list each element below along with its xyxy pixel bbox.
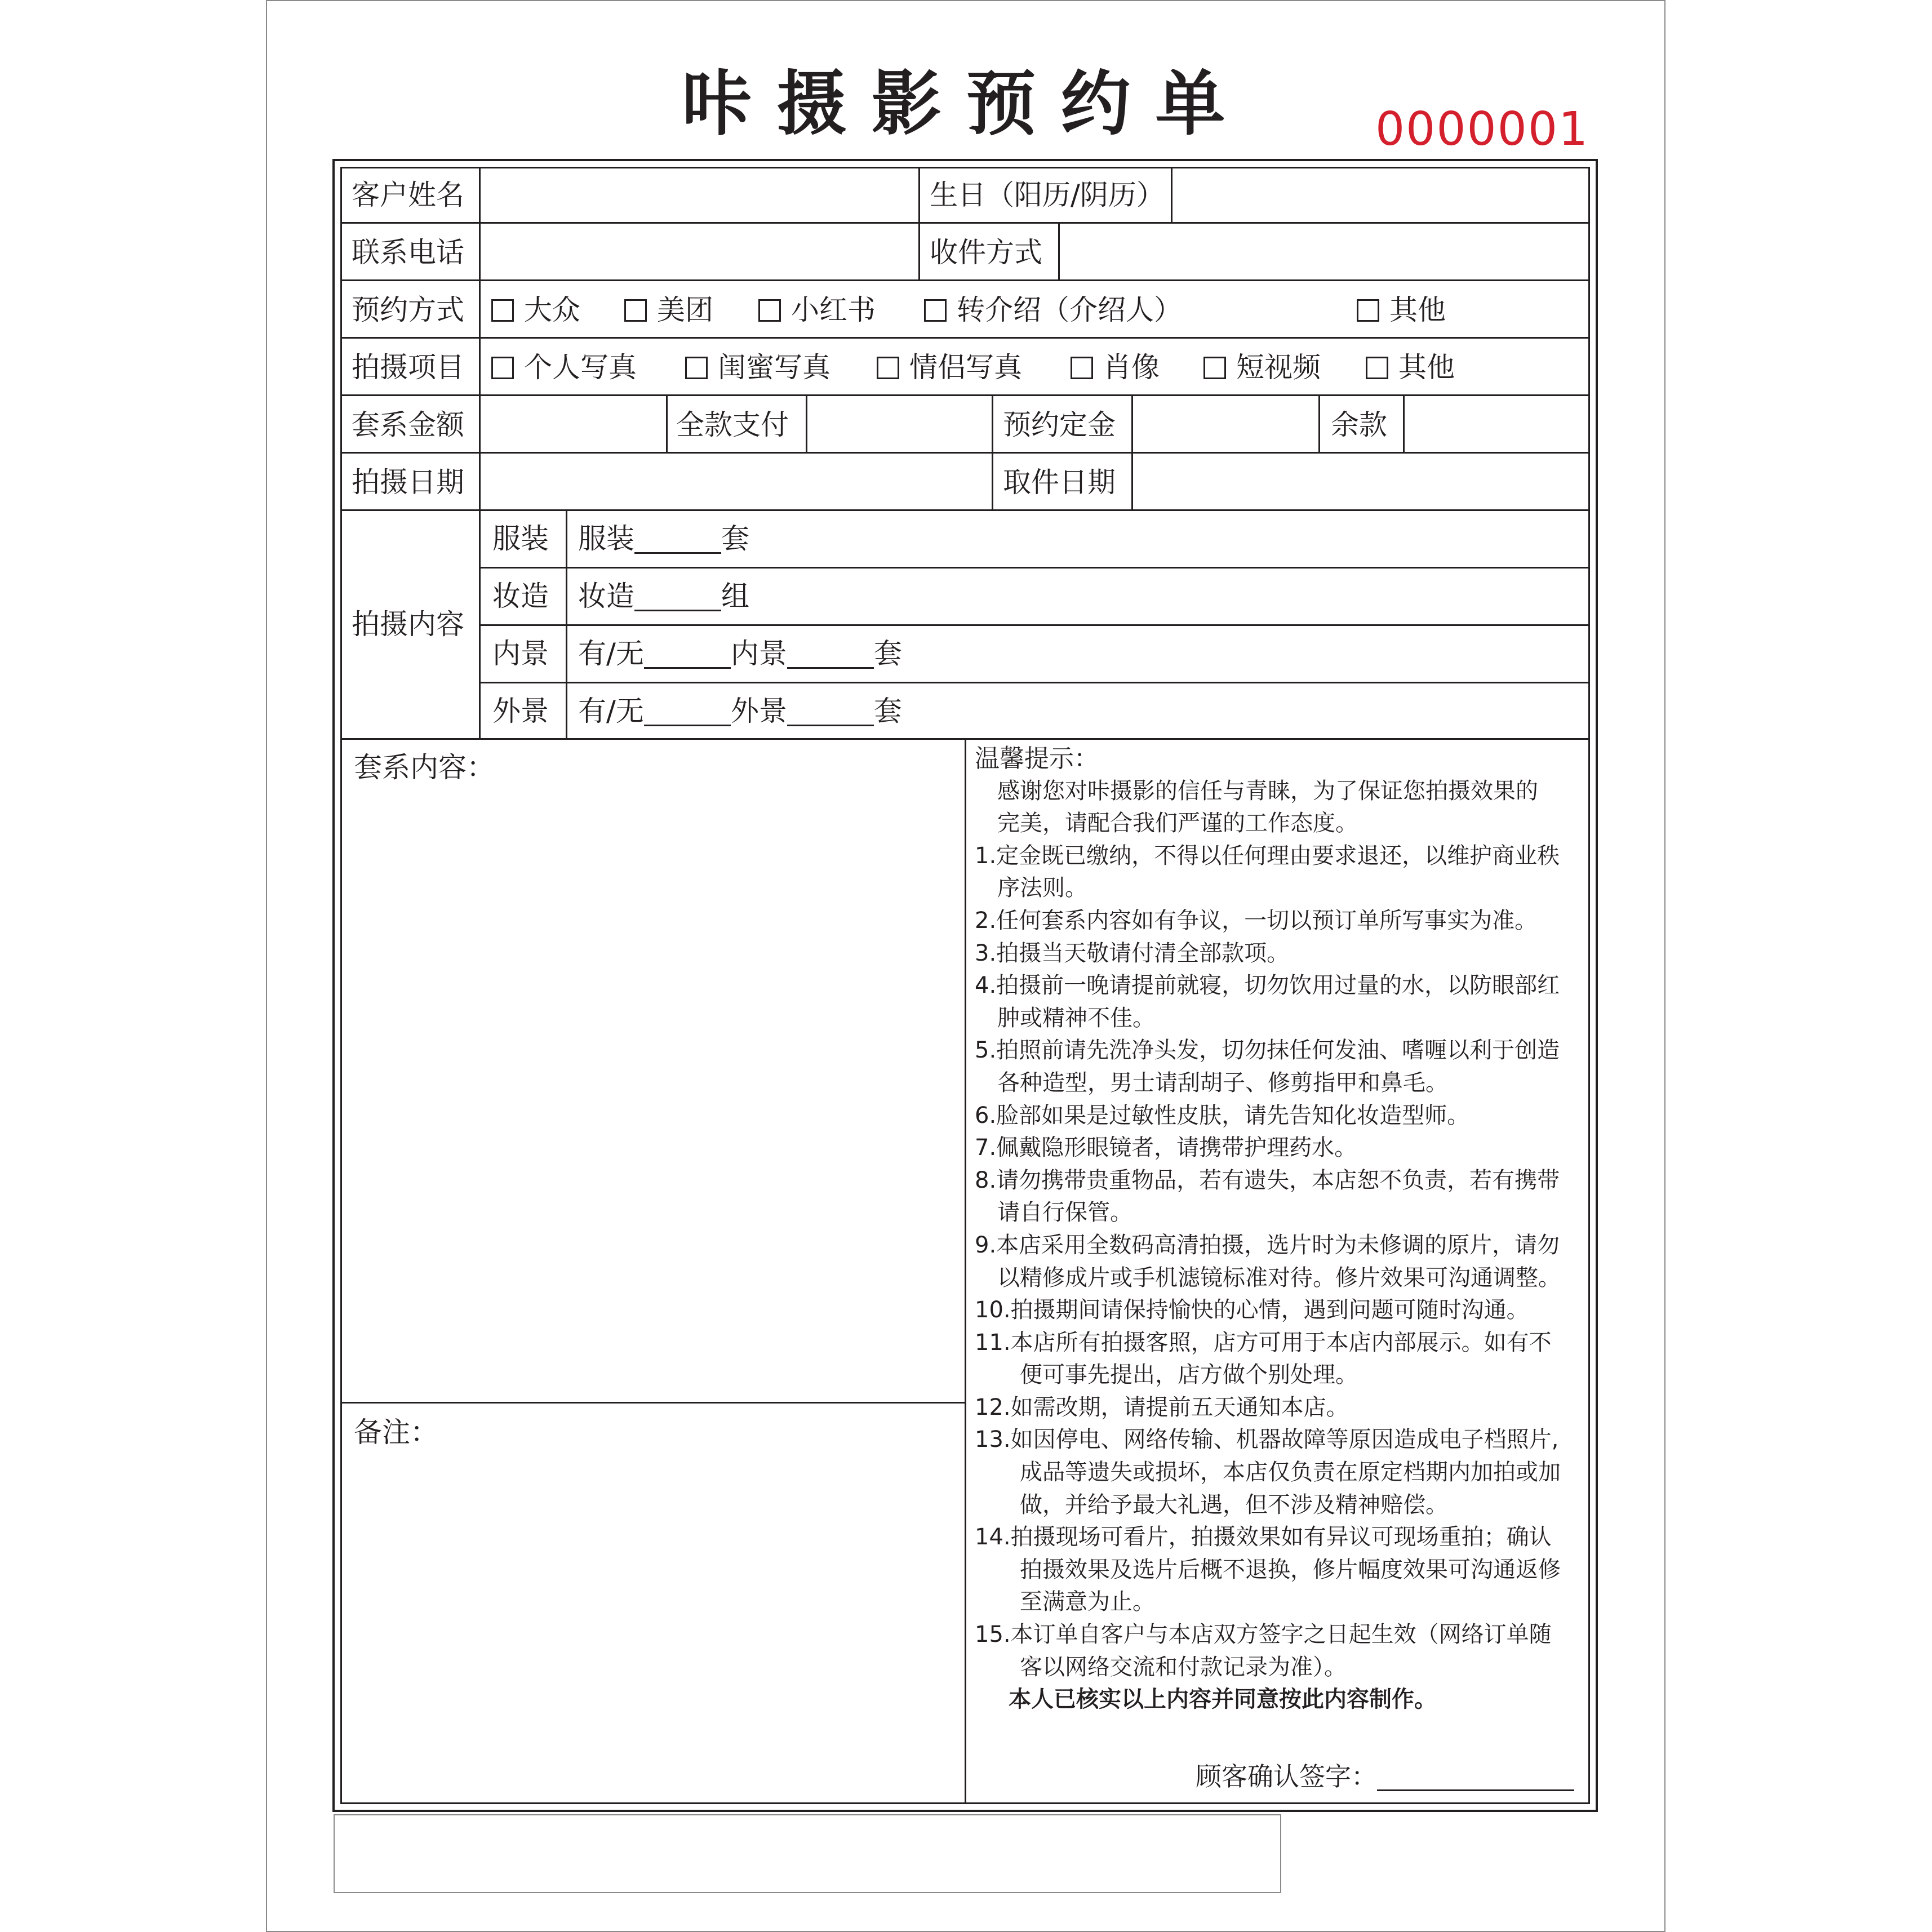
- checkbox-icon: [1203, 357, 1226, 379]
- notes-line: 9.本店采用全数码高清拍摄，选片时为未修调的原片，请勿: [975, 1232, 1560, 1258]
- checkbox-icon: [877, 357, 899, 379]
- remarks-label: 备注：: [354, 1416, 438, 1449]
- row-divider: [340, 279, 1590, 281]
- checkbox-icon: [758, 299, 781, 322]
- col-divider: [806, 396, 807, 452]
- signature-label: 顾客确认签字：: [1196, 1761, 1377, 1792]
- bottom-stub-box: [334, 1814, 1281, 1893]
- notes-line: 便可事先提出，店方做个别处理。: [975, 1362, 1358, 1388]
- project-option-portrait[interactable]: 肖像: [1071, 350, 1160, 384]
- notes-line: 请自行保管。: [975, 1200, 1132, 1226]
- notes-panel: [975, 743, 1589, 1716]
- notes-line: 至满意为止。: [975, 1589, 1155, 1615]
- notes-line: 感谢您对咔摄影的信任与青睐，为了保证您拍摄效果的: [975, 778, 1538, 804]
- notes-line: 8.请勿携带贵重物品，若有遗失，本店恕不负责，若有携带: [975, 1167, 1560, 1193]
- notes-line: 3.拍摄当天敬请付清全部款项。: [975, 940, 1290, 966]
- indoor-label: 内景: [492, 637, 549, 670]
- notes-line: 11.本店所有拍摄客照，店方可用于本店内部展示。如有不: [975, 1329, 1552, 1356]
- notes-line: 肿或精神不佳。: [975, 1005, 1155, 1031]
- col-divider: [918, 167, 920, 279]
- notes-line: 4.拍摄前一晚请提前就寝，切勿饮用过量的水，以防眼部红: [975, 972, 1560, 999]
- notes-heading: 温馨提示：: [975, 744, 1099, 773]
- row-divider: [340, 1402, 965, 1404]
- package-amount-label: 套系金额: [352, 408, 464, 441]
- checkbox-icon: [491, 299, 514, 322]
- notes-line: 12.如需改期，请提前五天通知本店。: [975, 1394, 1349, 1420]
- booking-method-label: 预约方式: [352, 294, 464, 326]
- notes-line: 13.如因停电、网络传输、机器故障等原因造成电子档照片,: [975, 1427, 1559, 1453]
- project-option-besties[interactable]: 闺蜜写真: [685, 350, 830, 384]
- notes-line: 5.拍照前请先洗净头发，切勿抹任何发油、嗜喱以利于创造: [975, 1037, 1560, 1064]
- indoor-count-blank: [787, 641, 874, 669]
- row-divider: [340, 222, 1590, 224]
- row-divider: [340, 337, 1590, 339]
- booking-option-other[interactable]: 其他: [1357, 293, 1446, 327]
- notes-line: 14.拍摄现场可看片，拍摄效果如有异议可现场重拍；确认: [975, 1524, 1552, 1551]
- col-divider: [666, 396, 668, 452]
- notes-line: 客以网络交流和付款记录为准）。: [975, 1654, 1347, 1680]
- checkbox-icon: [1366, 357, 1388, 379]
- full-payment-label: 全款支付: [676, 408, 789, 441]
- booking-option-dazhong[interactable]: 大众: [491, 293, 580, 327]
- confirmation-statement: 本人已核实以上内容并同意按此内容制作。: [1009, 1686, 1437, 1713]
- booking-option-meituan[interactable]: 美团: [624, 293, 713, 327]
- booking-option-xiaohongshu[interactable]: 小红书: [758, 293, 876, 327]
- pickup-method-label: 收件方式: [930, 236, 1042, 269]
- col-divider: [1171, 167, 1172, 223]
- outdoor-count-blank: [787, 699, 874, 726]
- outdoor-field[interactable]: 有/无 外景 套: [578, 695, 902, 727]
- notes-line: 序法则。: [975, 875, 1087, 901]
- notes-line: 做，并给予最大礼遇，但不涉及精神赔偿。: [975, 1491, 1448, 1518]
- shoot-project-label: 拍摄项目: [352, 351, 464, 384]
- col-divider: [479, 167, 481, 738]
- col-divider: [566, 509, 567, 738]
- checkbox-icon: [924, 299, 947, 322]
- serial-number: 0000001: [1375, 103, 1589, 156]
- pickup-date-label: 取件日期: [1003, 466, 1116, 499]
- project-option-other[interactable]: 其他: [1366, 350, 1455, 384]
- form-title: 咔摄影预约单: [682, 64, 1250, 145]
- checkbox-icon: [685, 357, 708, 379]
- col-divider: [1058, 223, 1060, 279]
- project-option-personal[interactable]: 个人写真: [491, 350, 637, 384]
- col-divider: [1403, 396, 1405, 452]
- costume-label: 服装: [492, 522, 549, 555]
- col-divider: [1131, 396, 1133, 509]
- outdoor-availability-blank: [644, 699, 731, 726]
- booking-option-referral[interactable]: 转介绍（介绍人）: [924, 293, 1182, 327]
- checkbox-icon: [1071, 357, 1093, 379]
- shoot-content-label: 拍摄内容: [352, 608, 464, 641]
- deposit-label: 预约定金: [1003, 408, 1116, 441]
- makeup-label: 妆造: [492, 580, 549, 612]
- birthday-label: 生日（阳历/阴历）: [930, 179, 1165, 211]
- row-divider: [340, 509, 1590, 511]
- costume-blank: [634, 526, 721, 554]
- notes-line: 拍摄效果及选片后概不退换，修片幅度效果可沟通返修: [975, 1556, 1561, 1583]
- notes-line: 15.本订单自客户与本店双方签字之日起生效（网络订单随: [975, 1622, 1552, 1648]
- makeup-field[interactable]: 妆造 组: [578, 580, 749, 612]
- package-content-label: 套系内容：: [354, 751, 495, 784]
- notes-line: 完美，请配合我们严谨的工作态度。: [975, 810, 1358, 837]
- project-option-short-video[interactable]: 短视频: [1203, 350, 1321, 384]
- notes-line: 各种造型，男士请刮胡子、修剪指甲和鼻毛。: [975, 1069, 1448, 1096]
- notes-line: 7.佩戴隐形眼镜者，请携带护理药水。: [975, 1135, 1357, 1161]
- indoor-field[interactable]: 有/无 内景 套: [578, 637, 902, 670]
- balance-label: 余款: [1331, 408, 1387, 441]
- checkbox-icon: [1357, 299, 1379, 322]
- makeup-blank: [634, 584, 721, 611]
- shoot-date-label: 拍摄日期: [352, 466, 464, 499]
- row-divider: [479, 567, 1590, 569]
- outdoor-label: 外景: [492, 695, 549, 727]
- notes-line: 6.脸部如果是过敏性皮肤，请先告知化妆造型师。: [975, 1102, 1470, 1129]
- notes-line: 1.定金既已缴纳，不得以任何理由要求退还，以维护商业秩: [975, 842, 1560, 869]
- col-divider: [965, 738, 966, 1804]
- notes-line: 以精修成片或手机滤镜标准对待。修片效果可沟通调整。: [975, 1264, 1561, 1291]
- col-divider: [992, 396, 993, 509]
- costume-field[interactable]: 服装 套: [578, 522, 749, 555]
- col-divider: [1318, 396, 1320, 452]
- customer-signature-field[interactable]: [1196, 1761, 1574, 1792]
- notes-line: 10.拍摄期间请保持愉快的心情，遇到问题可随时沟通。: [975, 1297, 1529, 1323]
- row-divider: [479, 682, 1590, 683]
- phone-label: 联系电话: [352, 236, 464, 269]
- indoor-availability-blank: [644, 641, 731, 669]
- notes-line: 成品等遗失或损坏，本店仅负责在原定档期内加拍或加: [975, 1459, 1561, 1486]
- customer-name-label: 客户姓名: [352, 179, 464, 211]
- row-divider: [340, 452, 1590, 454]
- signature-line: [1377, 1764, 1574, 1791]
- project-option-couple[interactable]: 情侣写真: [877, 350, 1022, 384]
- checkbox-icon: [491, 357, 514, 379]
- notes-line: 2.任何套系内容如有争议，一切以预订单所写事实为准。: [975, 907, 1538, 934]
- checkbox-icon: [624, 299, 647, 322]
- row-divider: [479, 624, 1590, 626]
